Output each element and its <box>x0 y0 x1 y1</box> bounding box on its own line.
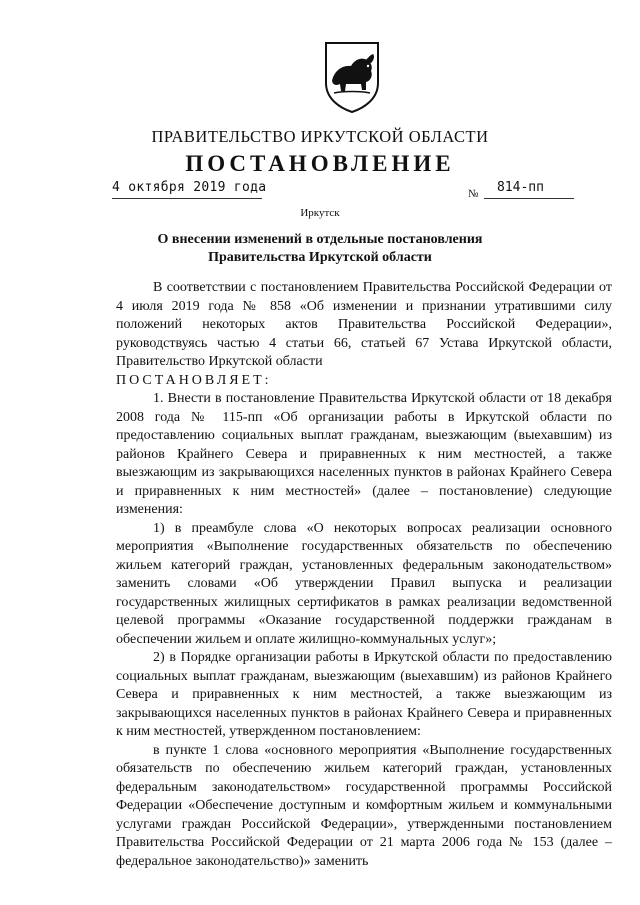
subitem-2-paragraph: 2) в Порядке организации работы в Иркутской области по предоставлению социальных выплат гражданам, выезжающим (выехавшим) из районов Крайнего Севера и приравненных к ним местностей, а также выезжающим из закрывающихся населенных пунктов в районах Крайнего Севера и приравненных к ним местностей, утвержденном постановлением: <box>116 650 612 739</box>
subitem-1-paragraph: 1) в преамбуле слова «О некоторых вопросах реализации основного мероприятия «Выполнение государственных обязательств по обеспечению жильем категорий граждан, установленных федеральным законодательством» заменить словами «Об утверждении Правил выпуска и реализации государственных жилищных сертификатов в рамках реализации ведомственной целевой программы «Оказание государственной поддержки гражданам в обеспечении жильем и оплате жилищно-коммунальных услуг»; <box>116 520 612 647</box>
document-type: ПОСТАНОВЛЕНИЕ <box>185 151 455 176</box>
document-date: 4 октября 2019 года <box>112 180 267 195</box>
item-1-paragraph: 1. Внести в постановление Правительства Иркутской области от 18 декабря 2008 года № 115-пп «Об организации работы в Иркутской области по предоставлению социальных выплат гражданам, выезжающим (выехавшим) из районов Крайнего Севера и приравненных к ним местностей, а также выезжающим из закрывающихся населенных пунктов в районах Крайнего Севера и приравненных к ним местностей» (далее – постановление) следующие изменения: <box>116 391 612 517</box>
number-underline <box>484 198 574 199</box>
city-name: Иркутск <box>300 207 340 219</box>
organization-name: ПРАВИТЕЛЬСТВО ИРКУТСКОЙ ОБЛАСТИ <box>151 127 489 146</box>
coat-of-arms-icon <box>324 41 380 114</box>
resolve-heading: ПОСТАНОВЛЯЕТ: <box>116 372 272 388</box>
preamble-paragraph: В соответствии с постановлением Правительства Российской Федерации от 4 июля 2019 года № 858 «Об изменении и признании утратившими силу положений некоторых актов Правительства Российской Федерации», руководствуясь частью 4 статьи 66, статьей 67 Устава Иркутской области, Правительство Иркутской области <box>116 280 612 369</box>
number-label: № <box>468 188 479 200</box>
document-body <box>116 279 612 871</box>
subitem-2a-paragraph: в пункте 1 слова «основного мероприятия «Выполнение государственных обязательств по обеспечению жильем категорий граждан, установленных федеральным законодательством» государственной программы Российской Федерации «Обеспечение доступным и комфортным жильем и коммунальными услугами граждан Российской Федерации», утвержденными постановлением Правительства Российской Федерации от 21 марта 2006 года № 153 (далее – федеральное законодательство)» заменить <box>116 742 612 869</box>
date-underline <box>112 198 262 199</box>
document-number: 814-пп <box>497 180 544 195</box>
document-title: О внесении изменений в отдельные постановления Правительства Иркутской области <box>157 232 483 265</box>
